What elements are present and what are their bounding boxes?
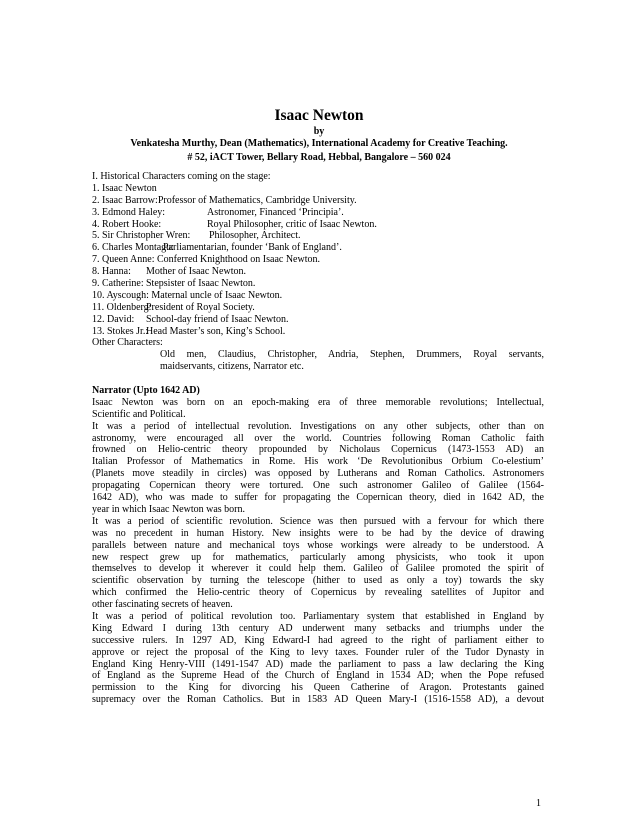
narrator-line: of England as the Supreme Head of the Church of England in 1534 AD; when the Pope refused	[92, 670, 544, 682]
character-item: 11. Oldenberg:President of Royal Society.	[92, 301, 255, 313]
narrator-line: successive rulers. In 1297 AD, King Edward-I had agreed to the right of parliament either to	[92, 634, 544, 646]
character-item: 1. Isaac Newton	[92, 182, 157, 194]
character-item: 9. Catherine: Stepsister of Isaac Newton.	[92, 278, 256, 290]
narrator-line: year in which Isaac Newton was born.	[92, 503, 246, 515]
character-item: 5. Sir Christopher Wren: Philosopher, Architect.	[92, 230, 301, 242]
narrator-line: frowned on Helio-centric theory propounded by Nicholaus Copernicus (1473-1553 AD) an	[92, 444, 544, 456]
narrator-line: England King Henry-VIII (1491-1547 AD) made the parliament to pass a law declaring the King	[92, 658, 544, 670]
character-item: 12. David: School-day friend of Isaac Newton.	[92, 313, 289, 325]
narrator-line: themselves to develop it wherever it could help them. Galileo of Galilee promoted the spirit of	[92, 563, 544, 575]
character-item: 4. Robert Hooke: Royal Philosopher, critic of Isaac Newton.	[92, 218, 377, 230]
author-block	[0, 137, 638, 164]
narrator-line: propagating Copernican theory were tortured. One such astronomer Galileo of Galilee (1564-	[92, 480, 544, 492]
other-characters-heading: Other Characters:	[92, 337, 163, 349]
narrator-line: astronomy, were encouraged all over the world. Countries following Roman Catholic faith	[92, 432, 544, 444]
characters-heading: I. Historical Characters coming on the stage:	[92, 171, 271, 182]
narrator-line: new respect grew up for mathematics, particularly among physicists, who took it upon	[92, 551, 544, 563]
narrator-line: It was a period of political revolution too. Parliamentary system that established in England by	[92, 610, 544, 622]
narrator-text	[92, 397, 544, 706]
other-characters-list: Old men, Claudius, Christopher, Andria, Stephen, Drummers, Royal servants,	[160, 349, 544, 361]
author-line: Venkatesha Murthy, Dean (Mathematics), International Academy for Creative Teaching.	[130, 138, 508, 149]
narrator-line: which confirmed the Helio-centric theory of Copernicus by revealing satellites of Jupitor and	[92, 587, 544, 599]
document-title: Isaac Newton	[274, 107, 364, 124]
narrator-line: It was a period of intellectual revolution. Investigations on any other subjects, other than on	[92, 420, 544, 432]
character-item: 3. Edmond Haley: Astronomer, Financed ‘Principia’.	[92, 206, 344, 218]
page-number: 1	[536, 798, 541, 809]
narrator-line: 1642 AD), who was made to suffer for propagating the Copernican theory, died in 1642 AD, the	[92, 492, 544, 504]
document-body	[92, 171, 544, 706]
character-item: 7. Queen Anne: Conferred Knighthood on Isaac Newton.	[92, 254, 320, 266]
narrator-heading: Narrator (Upto 1642 AD)	[92, 385, 200, 397]
character-item: 6. Charles Montagu:Parliamentarian, founder ‘Bank of England’.	[92, 242, 342, 254]
narrator-line: Italian Professor of Mathematics in Rome. His work ‘De Revolutionibus Orbium Co-elestium’	[92, 456, 544, 468]
narrator-line: King Edward I during 13th century AD underwent many setbacks and triumphs under the	[92, 622, 544, 634]
narrator-line: Isaac Newton was born on an epoch-making era of three memorable revolutions; Intellectual,	[92, 396, 544, 408]
character-item: 8. Hanna: Mother of Isaac Newton.	[92, 266, 246, 278]
narrator-line: approve or reject the proposal of the King to levy taxes. Founder ruler of the Tudor Dynasty in	[92, 646, 544, 658]
narrator-line: permission to the King for divorcing his Queen Catherine of Aragon. Protestants gained	[92, 682, 544, 694]
other-characters-list: maidservants, citizens, Narrator etc.	[160, 361, 304, 373]
narrator-line: supremacy over the Roman Catholics. But in 1583 AD Queen Mary-I (1516-1558 AD), a devout	[92, 694, 544, 706]
narrator-line: It was a period of scientific revolution. Science was then pursued with a fervour for which there	[92, 515, 544, 527]
character-item: 13. Stokes Jr.:Head Master’s son, King’s School.	[92, 325, 286, 337]
narrator-line: (Planets move steadily in circles) was opposed by Lutherans and Roman Catholics. Astronomers	[92, 468, 544, 480]
narrator-line: scientific observation by turning the telescope (hither to used as only a toy) towards the sky	[92, 575, 544, 587]
narrator-line: parallels between nature and mechanical toys whose workings were already to be understood. A	[92, 539, 544, 551]
narrator-line: other fascinating secrets of heaven.	[92, 599, 233, 611]
author-address: # 52, iACT Tower, Bellary Road, Hebbal, Bangalore – 560 024	[187, 151, 451, 163]
character-item: 2. Isaac Barrow:Professor of Mathematics, Cambridge University.	[92, 194, 357, 206]
narrator-line: was no precedent in human History. New insights were to be had by the device of drawing	[92, 527, 544, 539]
character-item: 10. Ayscough: Maternal uncle of Isaac Newton.	[92, 289, 283, 301]
narrator-line: Scientific and Political.	[92, 408, 186, 420]
byline: by	[313, 126, 325, 137]
